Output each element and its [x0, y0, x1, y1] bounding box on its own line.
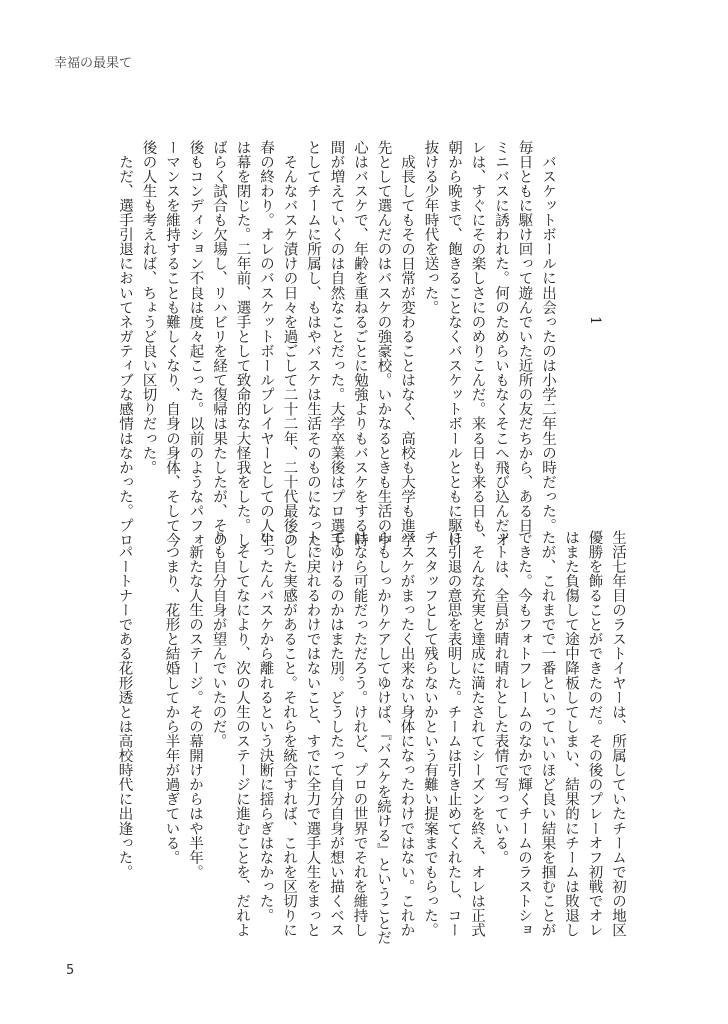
- text-line: 生活七年目のラストイヤーは、所属していたチームで初の地区: [610, 530, 626, 938]
- text-line: らもしっかりケアしてゆけば、『バスケを続ける』ということだ: [375, 530, 391, 945]
- text-line: たが、これまでで一番といっていいほど良い結果を掴むことが: [539, 530, 556, 938]
- text-line: 優勝を飾ることができたのだ。その後のプレーオフ初戦でオレ: [586, 530, 603, 938]
- running-head-title: 幸福の最果て: [54, 56, 133, 71]
- text-line: ただ、選手引退においてネガティブな感情はなかった。プロ: [117, 140, 133, 548]
- text-line: 間が増えていくのは自然なことだった。大学卒業後はプロ選手: [328, 140, 345, 548]
- text-line: 心はバスケで、年齢を重ねるごとに勉強よりもバスケをする時: [352, 140, 368, 548]
- text-line: パートナーである花形透とは高校時代に出逢った。: [116, 530, 133, 880]
- text-line: そんなバスケ漬けの日々を過ごして二十二年、二十代最後の: [281, 140, 298, 548]
- page-number: 5: [66, 963, 75, 978]
- blank-line: [136, 530, 160, 890]
- text-line: バスケットボールに出会ったのは小学二年生の時だった。: [540, 140, 556, 533]
- text-line: りも自分自身が望んでいたのだ。: [210, 530, 227, 749]
- text-line: 後の人生も考えれば、ちょうど良い区切りだった。: [140, 140, 157, 475]
- blank-line: [559, 140, 583, 500]
- text-line: に引退の意思を表明した。チームは引き止めてくれたし、コー: [445, 530, 462, 938]
- text-line: 新たな人生のステージ。その幕開けからはや半年。: [187, 530, 203, 880]
- text-line: ミニバスに誘われた。何のためらいもなくそこへ飛び込んだオ: [493, 140, 509, 548]
- text-line: つまり、花形と結婚してから半年が過ぎている。: [163, 530, 180, 865]
- text-line: いったんバスケから離れるという決断に揺らぎはなかった。: [257, 530, 274, 923]
- text-line: ットは、全員が晴れ晴れとした表情で写っている。: [492, 530, 509, 865]
- text-line: そしてなにより、次の人生のステージに進むことを、だれよ: [234, 530, 250, 938]
- text-line: 毎日ともに駆け回って遊んでいた近所の友だちから、ある日: [516, 140, 533, 533]
- bottom-tier-text: [112, 530, 629, 945]
- text-line: ばらく試合も欠場し、リハビリを経て復帰は果たしたが、その: [211, 140, 227, 548]
- text-line: トに戻れるわけではないこと、すでに全力で選手人生をまっと: [304, 530, 321, 938]
- text-line: はまた負傷して途中降板してしまい、結果的にチームは敗退し: [563, 530, 579, 938]
- top-tier-text: [113, 140, 607, 562]
- text-line: 抜ける少年時代を送った。: [422, 140, 439, 315]
- text-line: レは、すぐにその楽しさにのめりこんだ。来る日も来る日も、: [469, 140, 486, 548]
- text-line: けなら可能だっただろう。けれど、プロの世界でそれを維持し: [351, 530, 368, 938]
- text-line: そんな充実と達成に満たされてシーズンを終え、オレは正式: [469, 530, 485, 938]
- text-line: 先として選んだのはバスケの強豪校。いかなるときも生活の中: [375, 140, 392, 548]
- text-line: できた。今もフォトフレームのなかで輝くチームのラストショ: [516, 530, 532, 938]
- text-line: 成長してもその日常が変わることはなく、高校も大学も進学: [399, 140, 415, 548]
- text-line: てゆけるのかはまた別。どうしたって自分自身が想い描くベス: [328, 530, 344, 938]
- text-line: チスタッフとして残らないかという有難い提案までもらった。: [422, 530, 438, 938]
- chapter-number-text: 1: [587, 315, 603, 325]
- text-line: は幕を閉じた。二年前、選手として致命的な大怪我をした。し: [234, 140, 251, 548]
- text-line: 朝から晩まで、飽きることなくバスケットボールとともに駆け: [446, 140, 462, 548]
- text-line: 後もコンディション不良は度々起こった。以前のようなパフォ: [187, 140, 204, 548]
- text-line: ーマンスを維持することも難しくなり、自身の身体、そして今: [164, 140, 180, 548]
- text-line: うした実感があること。それらを統合すれば、これを区切りに: [281, 530, 297, 938]
- text-line: バスケがまったく出来ない身体になったわけではない。これか: [398, 530, 415, 938]
- text-line: 春の終わり。オレのバスケットボールプレイヤーとしての人生: [258, 140, 274, 548]
- text-line: としてチームに所属し、もはやバスケは生活そのものになった。: [305, 140, 321, 562]
- chapter-number: [583, 140, 607, 500]
